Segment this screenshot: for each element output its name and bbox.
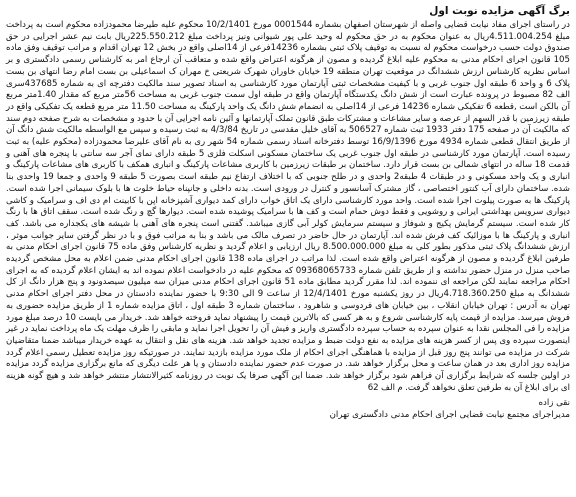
- signature-title: مدیراجرای مجتمع نیابت قضایی اجرای احکام مدنی دادگستری تهران: [329, 409, 570, 420]
- notice-body: در راستای اجرای مفاد نیابت قضایی واصله از شهرستان اصفهان بشماره 0001544 مورخ 10/2/1401 محکوم علیه طیرضا محمودزاده محکوم است به پرداخت مبلغ 4.511.004.254ریال به عنوان محکوم به در حق محکوم له وحید علی پور شیوانی ونیز پرداخت مبلغ 225.550.212ریال بابت نیم عشر اجرایی در حق صندوق دولت حسب درخواست محکوم له نسبت به توقیف پلاک ثبتی بشماره 14236فرعی از 14اصلی واقع در بخش 12 تهران اقدام و مراتب توقیف وفق ماده 105 قانون اجرای احکام مدنی به محکوم علیه ابلاغ گردیده و مصون از هرگونه اعتراض واقع شده و متعاقب آن ارجاع امر به کارشناس رسمی دادگستری و بر اساس نظریه کارشناس ارزش ششدانگ در موقعیت تهران منطقه 19 خیابان خاوران شهرک شریعتی خ مهران ک اسماعیلی بن بست امام رضا انتهای بن بست پلاک 6 و واحد 6 طبقه اول جنوب غربی و با کیفیت مشخصات ثبتی آپارتمان مورد کارشناسی به اسناد تصویر سند مالکیت دفترچه ای به شماره 437685سری الف 82 مصبوط در پرونده عبارت است از شش دانگ یکدستگاه آپارتمان واقع در طبقه اول سمت جنوب غربی به مساحت 56متر مربع که مقدار 1.40متر مربع آن بالکن است ,قطعه 6 تفکیکی شماره 14236 فرعی از 14اصلی به انضمام شش دانگ یک واحد پارکینگ به مساحت 11.50 متر مربع قطعه یک تفکیکی واقع در طبقه زیرزمین با قدر السهم از عرصه و سایر مشاعات و مشترکات طبق قانون تملک آپارتمانها و آئین نامه اجرایی آن با حدود و مشخصات به شرح صفحه دوم سند که مالکیت آن در صفحه 175 دفتر 1933 ثبت شماره 506527 به آقای خلیل مقدسی در تاریخ 4/3/84 به ثبت رسیده و سپس مع الواسطه مالکیت شش دانگ آن از طریق انتقال قطعی شماره 4934 مورخ 16/9/1396 توسط دفترخانه اسناد رسمی شماره 54 شهر ری به نام آقای علیرضا محمودزاده (محکوم علیه) به ثبت رسیده است. آپارتمان مورد کارشناسی در طبقه اول جنوب غربی یک ساختمان مسکونی اسکلت فلزی 5 طبقه دارای نمای آجر سه سانتی با پنجره های آهنی و قدمت 18 ساله در انتهای شمالی بن بست قرار دارد. ساختمان بر طبقات زیرزمین با کاربری مشاعات پارکینگ و انباری همکف با کاربری های مشاعات پارکینگ و انباری و یک واحد مسکونی و در طبقات 4 طبقه2 واحدی و در طلح جنوبی که با اختلاف ارتفاع نیم طبقه است بصورت 5 طبقه 9 واحدی و جمعا 19 واحدی بنا شده. ساختمان دارای آب کنتور اختصاصی ، گاز مشترک آسانسور و کنترل در ورودی است. بدنه داخلی و جانپناه حیاط خلوت ها با بلوک سیمانی اجرا شده است. پارکینگ ها به صورت پیلوت اجرا شده است. واحد مورد کارشناسی دارای یک اتاق خواب دارای کمد دیواری آشپزخانه اپن با کابینت ام دی اف و سرامیک و کاشی دیواری سرویس بهداشتی ایرانی و روشویی و فقط دوش حمام است و کف ها با سرامیک پوشیده شده است. دیوارها گچ و رنگ شده است. سقف اتاق ها با رنگ کار شده است. سیستم گرمایش پکیج و شوفاژ و سیستم سرمایش کولر آبی گازی میباشد. گفتنی است پنجره های آهنی با شیشه های یکجداره می باشد. کف انباری و پارکینگ ها با موزائیک کف فرش شده اند. آپارتمان در حال حاضر در تصرف مالک می باشد و بنا به مراتب فوق و با در نظر گرفتن سایر جوانب موثر ، ارزش ششدانگ پلاک ثبتی مذکور بطور کلی به مبلغ 8.500.000.000 ریال ارزیابی و اعلام گردید و نظریه کارشناس وفق ماده 75 قانون اجرای احکام مدنی به طرفین ابلاغ گردیده و مصون از هرگونه اعتراض واقع شده است. لذا مراتب در اجرای ماده 138 قانون اجرای احکام مدنی ضمن اعلام به محل مشخص گردیده صاحب منزل در منزل حضور نداشته و از طریق تلفن شماره 09368065733 که محکوم علیه در دادخواست اعلام نموده اند به ایشان اعلام گردیده که به اجرای احکام مراجعه نمایند لکن مراجعه ای ننموده اند. لذا مقرر گردید مطابق ماده 51 قانون اجرای احکام مدنی میزان سه میلیون سیصدونود و پنج هزار دانگ از کل ششدانگ به مبلغ 4.718.360.250ریال در روز یکشنبه مورخ 12/4/1401 از ساعت 9 الی 9:30 با حضور نماینده دادستان در محل دفتر اجرای احکام مدنی تهران به آدرس : تهران خیابان انقلاب ، بین خیابان های فردوسی و شاهرود ، ساختمان شماره 3 طبقه اول ، اتاق مزایده شماره 1 از طریق مزایده حضوری به فروش میرسد. مزایده از قیمت پایه کارشناسی شروع و به هر کسی که بالاترین قیمت را پیشنهاد نماید فروخته خواهد شد. خریدار می بایست 10 درصد مبلغ مورد مزایده را فی المجلس نقدا به عنوان سپرده به حساب سپرده دادگستری واریز و فیش آن را تحویل اجرا نماید و مابقی را ظرف مهلت یک ماه پرداخت نماید در غیر اینصورت سپرده وی پس از کسر هزینه های مزایده به نفع دولت ضبط و مزایده تجدید خواهد شد. هزینه های نقل و انتقال به عهده خریدار میباشد ضمنا متقاضیان شرکت در مزایده می توانند پنج روز قبل از مزایده با هماهنگی اجرای احکام از ملک مورد مزایده بازدید نمایند. در صورتیکه روز مزایده تعطیل رسمی اعلام گردد مزایده روز اداری بعد در همان ساعت و محل برگزار خواهد شد. در صورت عدم حضور نماینده دادستان و یا هر علت دیگری که مانع برگزاری مزایده گردد مزایده در اولین جلسه که شرایط برگزاری آن فراهم شود برگزار خواهد شد. ضمنا این آگهی صرفا یک نوبت در روزنامه کثیرالانتشار منتشر خواهد شد و هیچ گونه هزینه ای برای ابلاغ آن به طرفین تعلق نخواهد گرفت. م الف 62: [6, 20, 571, 393]
- notice-footer: [6, 397, 570, 421]
- notice-title: برگ آگهی مزایده نوبت اول: [429, 5, 570, 17]
- signature-name: نقی زاده: [538, 397, 570, 408]
